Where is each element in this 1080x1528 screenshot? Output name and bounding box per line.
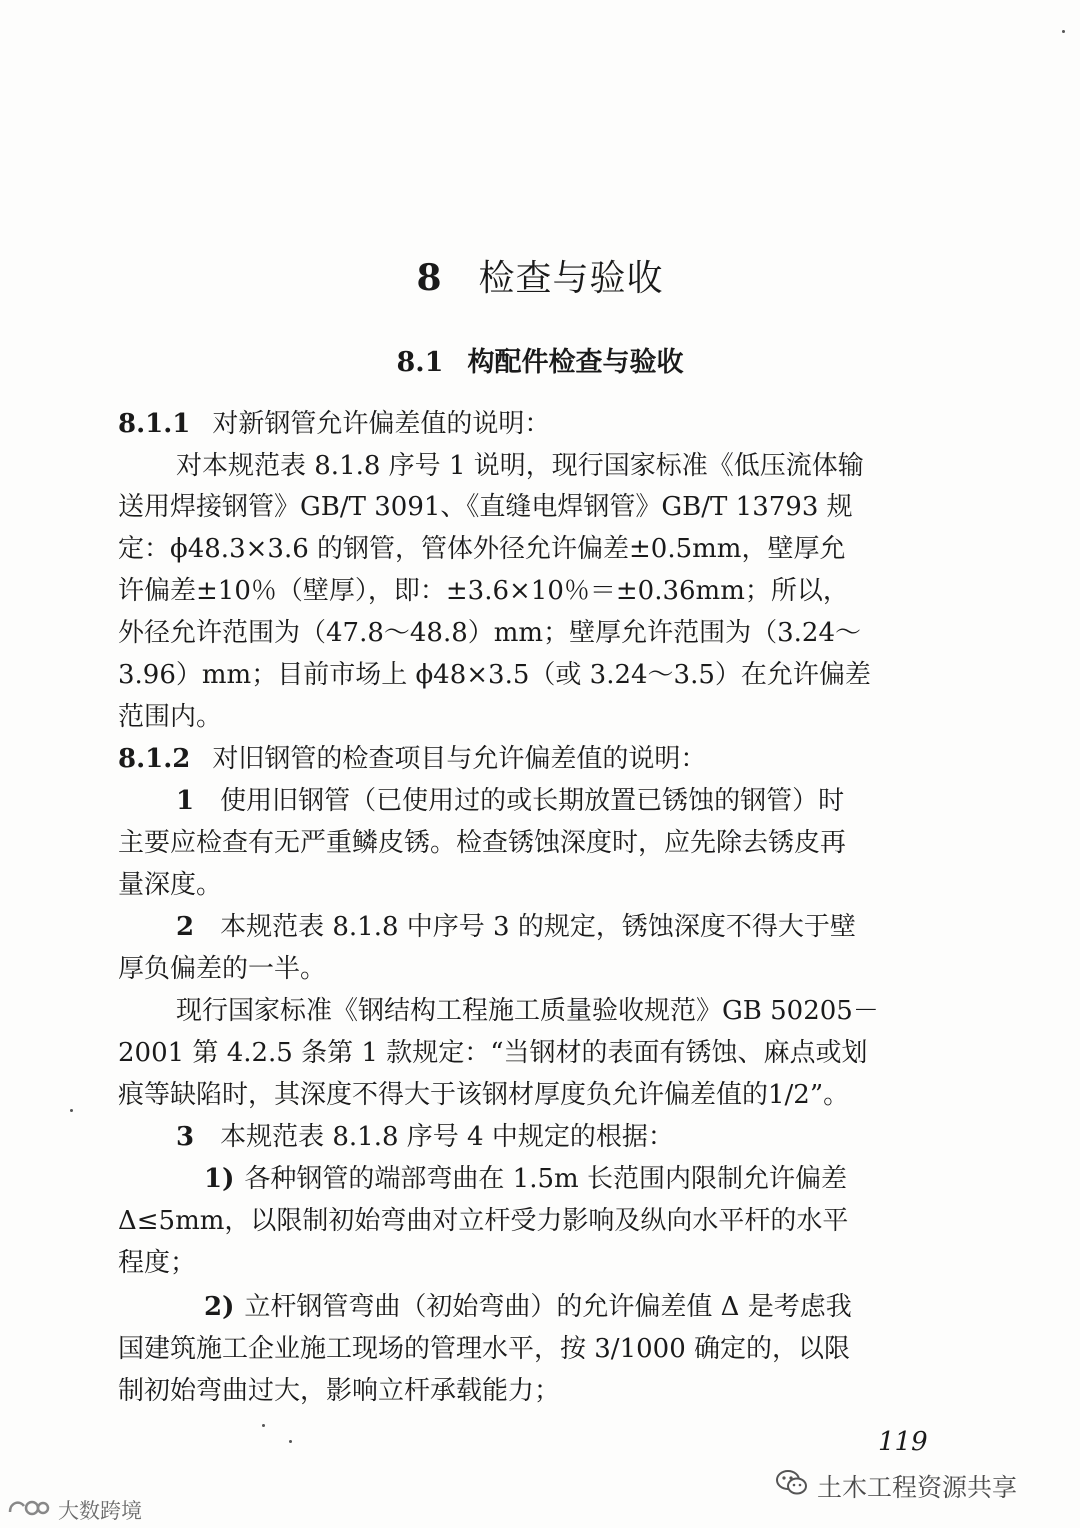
wechat-icon: [775, 1468, 809, 1504]
line-text: 本规范表 8.1.8 序号 4 中规定的根据：: [220, 1122, 674, 1152]
line-text: 送用焊接钢管》GB/T 3091、《直缝电焊钢管》GB/T 13793 规: [118, 492, 853, 522]
chapter-heading: [0, 250, 1080, 301]
line-text: 制初始弯曲过大，影响立杆承载能力；: [118, 1376, 561, 1406]
text-line: [118, 1204, 848, 1238]
chapter-number: 8: [416, 257, 443, 299]
clause-number: 8.1.1: [118, 409, 191, 439]
line-text: 立杆钢管弯曲（初始弯曲）的允许偏差值 Δ 是考虑我: [244, 1292, 852, 1322]
line-text: 范围内。: [118, 702, 223, 732]
line-text: 3.96）mm；目前市场上 ϕ48×3.5（或 3.24～3.5）在允许偏差: [118, 660, 871, 690]
line-text: 对旧钢管的检查项目与允许偏差值的说明：: [212, 744, 707, 774]
page-number: 119: [878, 1427, 928, 1457]
scan-speck: [289, 1440, 292, 1443]
line-text: 各种钢管的端部弯曲在 1.5m 长范围内限制允许偏差: [244, 1164, 847, 1194]
line-text: 对本规范表 8.1.8 序号 1 说明，现行国家标准《低压流体输: [176, 451, 864, 481]
text-line: [118, 868, 222, 902]
item-number: 1: [176, 786, 195, 816]
text-line: [204, 1162, 847, 1196]
item-number: 3: [176, 1122, 195, 1152]
line-text: 量深度。: [118, 870, 223, 900]
text-line: [118, 1078, 849, 1112]
sub-item-number: 1): [204, 1164, 235, 1194]
watermark-left-text: 大数跨境: [58, 1499, 142, 1523]
text-line: [118, 407, 550, 441]
line-text: 定：ϕ48.3×3.6 的钢管，管体外径允许偏差±0.5mm，壁厚允: [118, 534, 846, 564]
text-line: [118, 616, 861, 650]
text-line: [118, 742, 706, 776]
text-line: [118, 490, 853, 524]
scan-speck: [70, 1109, 73, 1112]
text-line: [204, 1290, 852, 1324]
watermark-right: [775, 1468, 1017, 1504]
line-text: Δ≤5mm，以限制初始弯曲对立杆受力影响及纵向水平杆的水平: [118, 1206, 849, 1236]
text-line: [176, 784, 844, 818]
watermark-left: [6, 1495, 142, 1525]
section-number: 8.1: [396, 347, 444, 378]
logo-icon: [6, 1496, 50, 1525]
scan-speck: [1062, 30, 1065, 33]
line-text: 使用旧钢管（已使用过的或长期放置已锈蚀的钢管）时: [220, 786, 845, 816]
text-line: [118, 826, 846, 860]
text-line: [118, 1332, 850, 1366]
line-text: 外径允许范围为（47.8～48.8）mm；壁厚允许范围为（3.24～: [118, 618, 861, 648]
scan-speck: [262, 1424, 265, 1427]
clause-number: 8.1.2: [118, 744, 191, 774]
line-text: 国建筑施工企业施工现场的管理水平，按 3/1000 确定的，以限: [118, 1334, 850, 1364]
text-line: [118, 658, 871, 692]
line-text: 痕等缺陷时，其深度不得大于该钢材厚度负允许偏差值的1/2”。: [118, 1080, 850, 1110]
sub-item-number: 2): [204, 1292, 235, 1322]
line-text: 本规范表 8.1.8 中序号 3 的规定，锈蚀深度不得大于壁: [220, 912, 856, 942]
section-title: 构配件检查与验收: [467, 347, 684, 378]
text-line: [176, 994, 879, 1028]
line-text: 现行国家标准《钢结构工程施工质量验收规范》GB 50205－: [176, 996, 879, 1026]
text-line: [118, 574, 849, 608]
line-text: 2001 第 4.2.5 条第 1 款规定：“当钢材的表面有锈蚀、麻点或划: [118, 1038, 868, 1068]
line-text: 主要应检查有无严重鳞皮锈。检查锈蚀深度时，应先除去锈皮再: [118, 828, 847, 858]
text-line: [176, 910, 856, 944]
text-line: [118, 700, 222, 734]
line-text: 厚负偏差的一半。: [118, 954, 327, 984]
line-text: 许偏差±10％（壁厚），即：±3.6×10％＝±0.36mm；所以，: [118, 576, 849, 606]
text-line: [118, 1374, 560, 1408]
text-line: [118, 1036, 867, 1070]
text-line: [118, 1246, 196, 1280]
text-line: [118, 952, 326, 986]
watermark-right-text: 土木工程资源共享: [817, 1473, 1018, 1502]
text-line: [118, 532, 845, 566]
text-line: [176, 1120, 674, 1154]
line-text: 对新钢管允许偏差值的说明：: [212, 409, 551, 439]
item-number: 2: [176, 912, 195, 942]
chapter-title: 检查与验收: [478, 258, 664, 299]
line-text: 程度；: [118, 1248, 197, 1278]
text-line: [176, 449, 864, 483]
section-heading: [0, 340, 1080, 379]
